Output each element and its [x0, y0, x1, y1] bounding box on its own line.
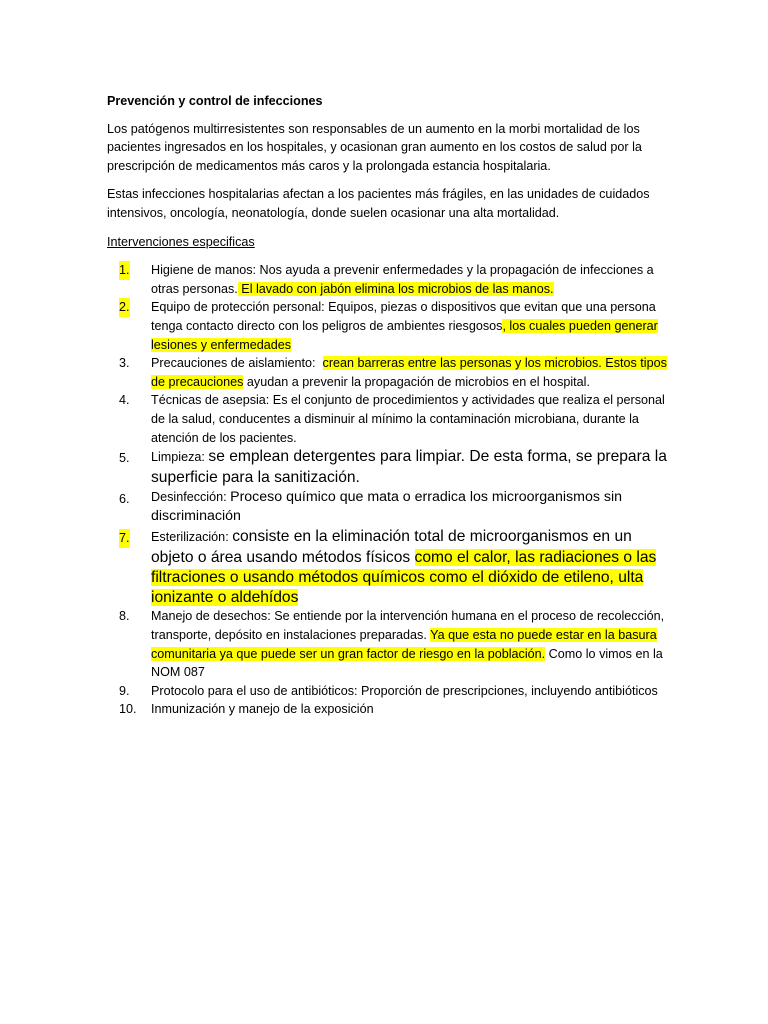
list-item-isolation-precautions	[107, 354, 667, 391]
list-number: 4.	[119, 393, 130, 408]
section-heading: Intervenciones especificas	[107, 234, 255, 249]
list-number: 8.	[119, 609, 130, 624]
item-label: Limpieza:	[151, 450, 209, 465]
list-item-cleaning	[107, 447, 667, 488]
list-number: 10.	[119, 702, 137, 717]
item-label: Esterilización:	[151, 530, 233, 545]
item-text: Equipo de protección personal: Equipos, piezas o dispositivos que evitan que una persona tenga contacto directo con los peligros de ambientes riesgosos	[151, 300, 656, 333]
list-item-antibiotic-protocol	[107, 682, 667, 701]
list-item-protective-equipment	[107, 298, 667, 354]
list-item-asepsis-techniques	[107, 391, 667, 447]
item-text: se emplean detergentes para limpiar. De esta forma, se prepara la superficie para la sanitización.	[151, 448, 667, 486]
item-label: Desinfección:	[151, 489, 231, 504]
list-item-immunization	[107, 700, 667, 719]
list-number: 3.	[119, 356, 130, 371]
item-text-after: Como lo vimos en la NOM 087	[151, 646, 663, 680]
document-body	[107, 92, 667, 719]
list-item-hand-hygiene	[107, 261, 667, 298]
item-text: Proceso químico que mata o erradica los microorganismos sin discriminación	[151, 488, 623, 525]
list-number: 5.	[119, 451, 130, 466]
list-item-disinfection	[107, 488, 667, 528]
item-text: consiste en la eliminación total de microorganismos en un objeto o área usando métodos físicos	[151, 528, 632, 567]
item-highlight: El lavado con jabón elimina los microbios de las manos.	[237, 281, 554, 296]
item-text-after: ayudan a prevenir la propagación de microbios en el hospital.	[243, 374, 590, 389]
list-number: 7.	[119, 529, 130, 548]
item-highlight: crean barreras entre las personas y los microbios. Estos tipos de precauciones	[151, 356, 667, 389]
list-number: 6.	[119, 491, 130, 506]
item-highlight: , los cuales pueden generar lesiones y enfermedades	[151, 318, 658, 352]
item-text: Precauciones de aislamiento:	[151, 356, 323, 371]
list-number: 1.	[119, 261, 130, 280]
item-text: Técnicas de asepsia: Es el conjunto de procedimientos y actividades que realiza el personal de la salud, conducentes a disminuir al mínimo la contaminación microbiana, durante la atención de los pacientes.	[151, 393, 665, 445]
list-item-sterilization	[107, 527, 667, 607]
item-text: Manejo de desechos: Se entiende por la intervención humana en el proceso de recolección, transporte, depósito en instalaciones preparadas.	[151, 609, 665, 643]
item-highlight: Ya que esta no puede estar en la basura comunitaria ya que puede ser un gran factor de riesgo en la población.	[151, 628, 657, 661]
item-highlight: como el calor, las radiaciones o las filtraciones o usando métodos químicos como el dióxido de etileno, ulta ionizante o aldehídos	[151, 549, 657, 606]
item-text: Protocolo para el uso de antibióticos: Proporción de prescripciones, incluyendo antibióticos	[151, 683, 658, 698]
paragraph-intro: Los patógenos multirresistentes son responsables de un aumento en la morbi mortalidad de los pacientes ingresados en los hospitales, y ocasionan gran aumento en los costos de salud por la prescripción de medicamentos más caros y la prolongada estancia hospitalaria.	[107, 121, 642, 173]
paragraph-hospital-infections: Estas infecciones hospitalarias afectan a los pacientes más frágiles, en las unidades de cuidados intensivos, oncología, neonatología, donde suelen ocasionar una alta mortalidad.	[107, 187, 650, 220]
item-text: Inmunización y manejo de la exposición	[151, 702, 374, 717]
list-item-waste-management	[107, 607, 667, 681]
document-title: Prevención y control de infecciones	[107, 94, 323, 108]
item-text: Higiene de manos: Nos ayuda a prevenir enfermedades y la propagación de infecciones a otras personas.	[151, 263, 654, 296]
list-number: 2.	[119, 298, 130, 317]
interventions-list	[107, 261, 667, 719]
list-number: 9.	[119, 683, 130, 698]
